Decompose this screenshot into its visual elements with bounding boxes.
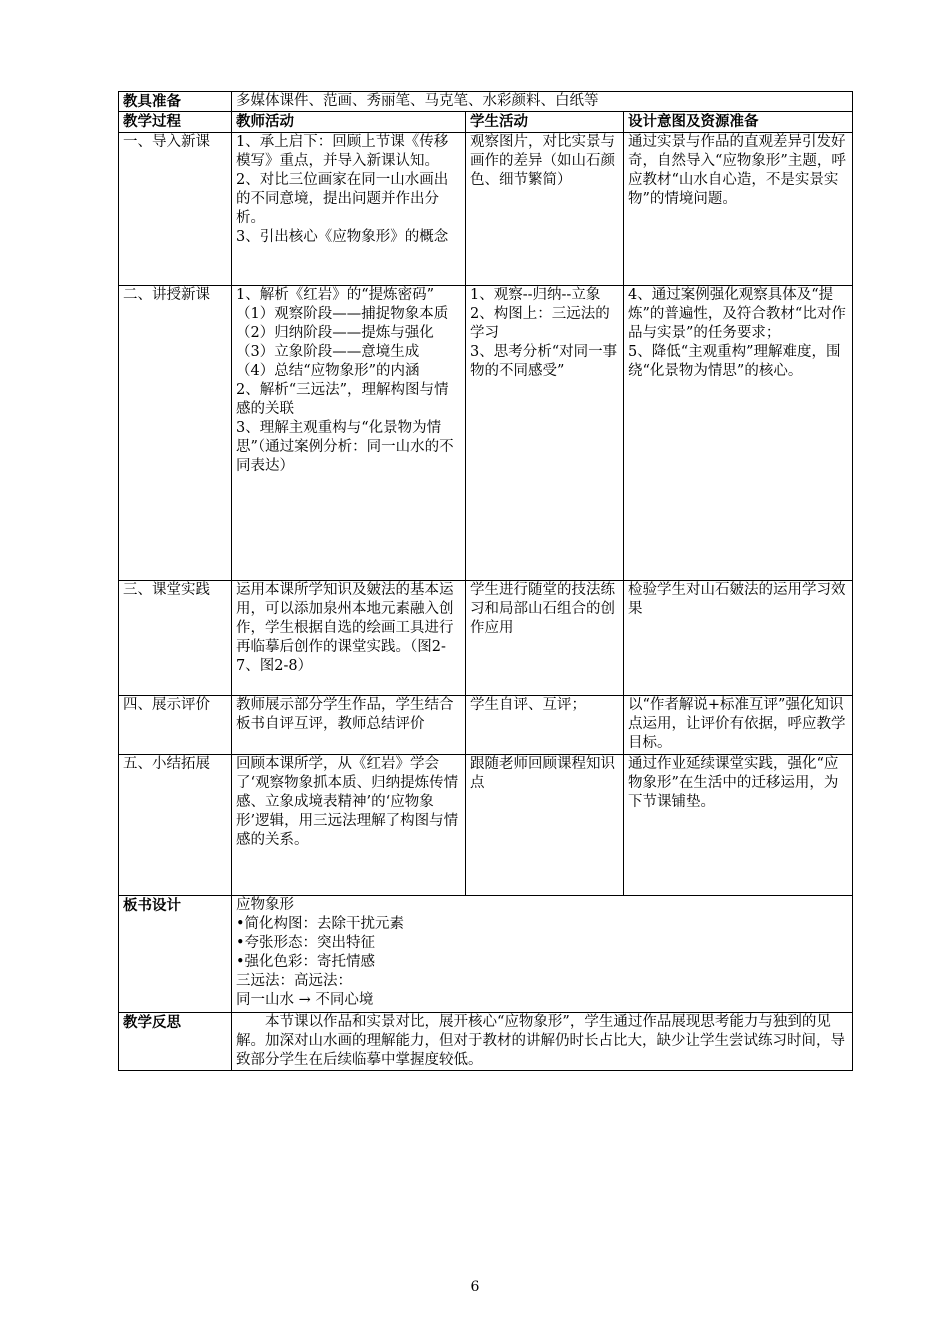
teacher-cell bbox=[232, 581, 466, 696]
teacher-line: 3、引出核心《应物象形》的概念 bbox=[236, 229, 449, 245]
student-cell bbox=[466, 755, 624, 896]
student-line: 3、思考分析“对同一事物的不同感受” bbox=[470, 344, 618, 379]
header-student: 学生活动 bbox=[466, 112, 624, 133]
board-line: 三远法：高远法： bbox=[236, 973, 352, 989]
equipment-value: 多媒体课件、范画、秀丽笔、马克笔、水彩颜料、白纸等 bbox=[232, 92, 853, 112]
stage-cell: 二、讲授新课 bbox=[119, 286, 232, 581]
student-line: 跟随老师回顾课程知识点 bbox=[470, 756, 615, 791]
design-cell bbox=[624, 133, 853, 286]
student-line: 1、观察--归纳--立象 bbox=[470, 287, 601, 303]
design-line: 以“作者解说+标准互评”强化知识点运用，让评价有依据，呼应教学目标。 bbox=[628, 697, 846, 751]
student-cell bbox=[466, 286, 624, 581]
table-row bbox=[119, 286, 853, 581]
table-row bbox=[119, 133, 853, 286]
reflection-text: 本节课以作品和实景对比，展开核心“应物象形”，学生通过作品展现思考能力与独到的见解。加深对山水画的理解能力，但对于教材的讲解仍时长占比大，缺少让学生尝试练习时间，导致部分学生在后续临摹中掌握度较低。 bbox=[232, 1013, 853, 1071]
design-cell bbox=[624, 755, 853, 896]
stage-cell: 一、导入新课 bbox=[119, 133, 232, 286]
board-line: •简化构图：去除干扰元素 bbox=[236, 916, 405, 932]
stage-cell: 五、小结拓展 bbox=[119, 755, 232, 896]
board-line: •强化色彩：寄托情感 bbox=[236, 954, 376, 970]
stage-cell: 四、展示评价 bbox=[119, 696, 232, 755]
teacher-line: 教师展示部分学生作品，学生结合板书自评互评，教师总结评价 bbox=[236, 697, 454, 732]
teacher-line: （3）立象阶段——意境生成 bbox=[236, 344, 420, 360]
board-content bbox=[232, 896, 853, 1013]
teacher-line: 3、理解主观重构与“化景物为情思”（通过案例分析：同一山水的不同表达） bbox=[236, 420, 454, 474]
lesson-plan-table bbox=[118, 91, 853, 1071]
design-cell bbox=[624, 286, 853, 581]
teacher-line: （1）观察阶段——捕捉物象本质 bbox=[236, 306, 449, 322]
reflection-row bbox=[119, 1013, 853, 1071]
header-teacher: 教师活动 bbox=[232, 112, 466, 133]
teacher-line: 回顾本课所学，从《红岩》学会了‘观察物象抓本质、归纳提炼传情感、立象成境表精神’的‘应物象形’逻辑，用三远法理解了构图与情感的关系。 bbox=[236, 756, 459, 848]
reflection-label: 教学反思 bbox=[119, 1013, 232, 1071]
student-cell bbox=[466, 581, 624, 696]
teacher-cell bbox=[232, 755, 466, 896]
teacher-line: 1、解析《红岩》的“提炼密码” bbox=[236, 287, 435, 303]
student-line: 学生自评、互评； bbox=[470, 697, 586, 713]
student-line: 观察图片，对比实景与画作的差异（如山石颜色、细节繁简） bbox=[470, 134, 615, 188]
teacher-cell bbox=[232, 286, 466, 581]
header-stage: 教学过程 bbox=[119, 112, 232, 133]
header-design: 设计意图及资源准备 bbox=[624, 112, 853, 133]
teacher-line: 2、对比三位画家在同一山水画出的不同意境，提出问题并作出分析。 bbox=[236, 172, 449, 226]
student-line: 2、构图上：三远法的学习 bbox=[470, 306, 610, 341]
student-cell bbox=[466, 696, 624, 755]
design-line: 4、通过案例强化观察具体及“提炼”的普遍性，及符合教材“比对作品与实景”的任务要求； bbox=[628, 287, 846, 341]
table-row bbox=[119, 755, 853, 896]
teacher-line: （2）归纳阶段——提炼与强化 bbox=[236, 325, 434, 341]
design-cell bbox=[624, 581, 853, 696]
design-cell bbox=[624, 696, 853, 755]
header-row bbox=[119, 112, 853, 133]
design-line: 检验学生对山石皴法的运用学习效果 bbox=[628, 582, 846, 617]
stage-cell: 三、课堂实践 bbox=[119, 581, 232, 696]
student-line: 学生进行随堂的技法练习和局部山石组合的创作应用 bbox=[470, 582, 615, 636]
board-line: •夸张形态：突出特征 bbox=[236, 935, 376, 951]
design-line: 通过实景与作品的直观差异引发好奇，自然导入“应物象形”主题，呼应教材“山水自心造，不是实景实物”的情境问题。 bbox=[628, 134, 846, 207]
teacher-line: 运用本课所学知识及皴法的基本运用，可以添加泉州本地元素融入创作，学生根据自选的绘画工具进行再临摹后创作的课堂实践。（图2-7、图2-8） bbox=[236, 582, 454, 674]
teacher-line: 1、承上启下：回顾上节课《传移模写》重点，并导入新课认知。 bbox=[236, 134, 449, 169]
teacher-cell bbox=[232, 696, 466, 755]
teacher-cell bbox=[232, 133, 466, 286]
equipment-label: 教具准备 bbox=[119, 92, 232, 112]
board-line: 应物象形 bbox=[236, 897, 294, 913]
page-number: 6 bbox=[470, 1279, 480, 1295]
table-row bbox=[119, 581, 853, 696]
teacher-line: 2、解析“三远法”，理解构图与情感的关联 bbox=[236, 382, 449, 417]
student-cell bbox=[466, 133, 624, 286]
board-label: 板书设计 bbox=[119, 896, 232, 1013]
table-row bbox=[119, 696, 853, 755]
equipment-row bbox=[119, 92, 853, 112]
design-line: 5、降低“主观重构”理解难度，围绕“化景物为情思”的核心。 bbox=[628, 344, 841, 379]
board-row bbox=[119, 896, 853, 1013]
teacher-line: （4）总结“应物象形”的内涵 bbox=[236, 363, 420, 379]
design-line: 通过作业延续课堂实践，强化“应物象形”在生活中的迁移运用，为下节课铺垫。 bbox=[628, 756, 839, 810]
board-line: 同一山水 → 不同心境 bbox=[236, 992, 374, 1008]
